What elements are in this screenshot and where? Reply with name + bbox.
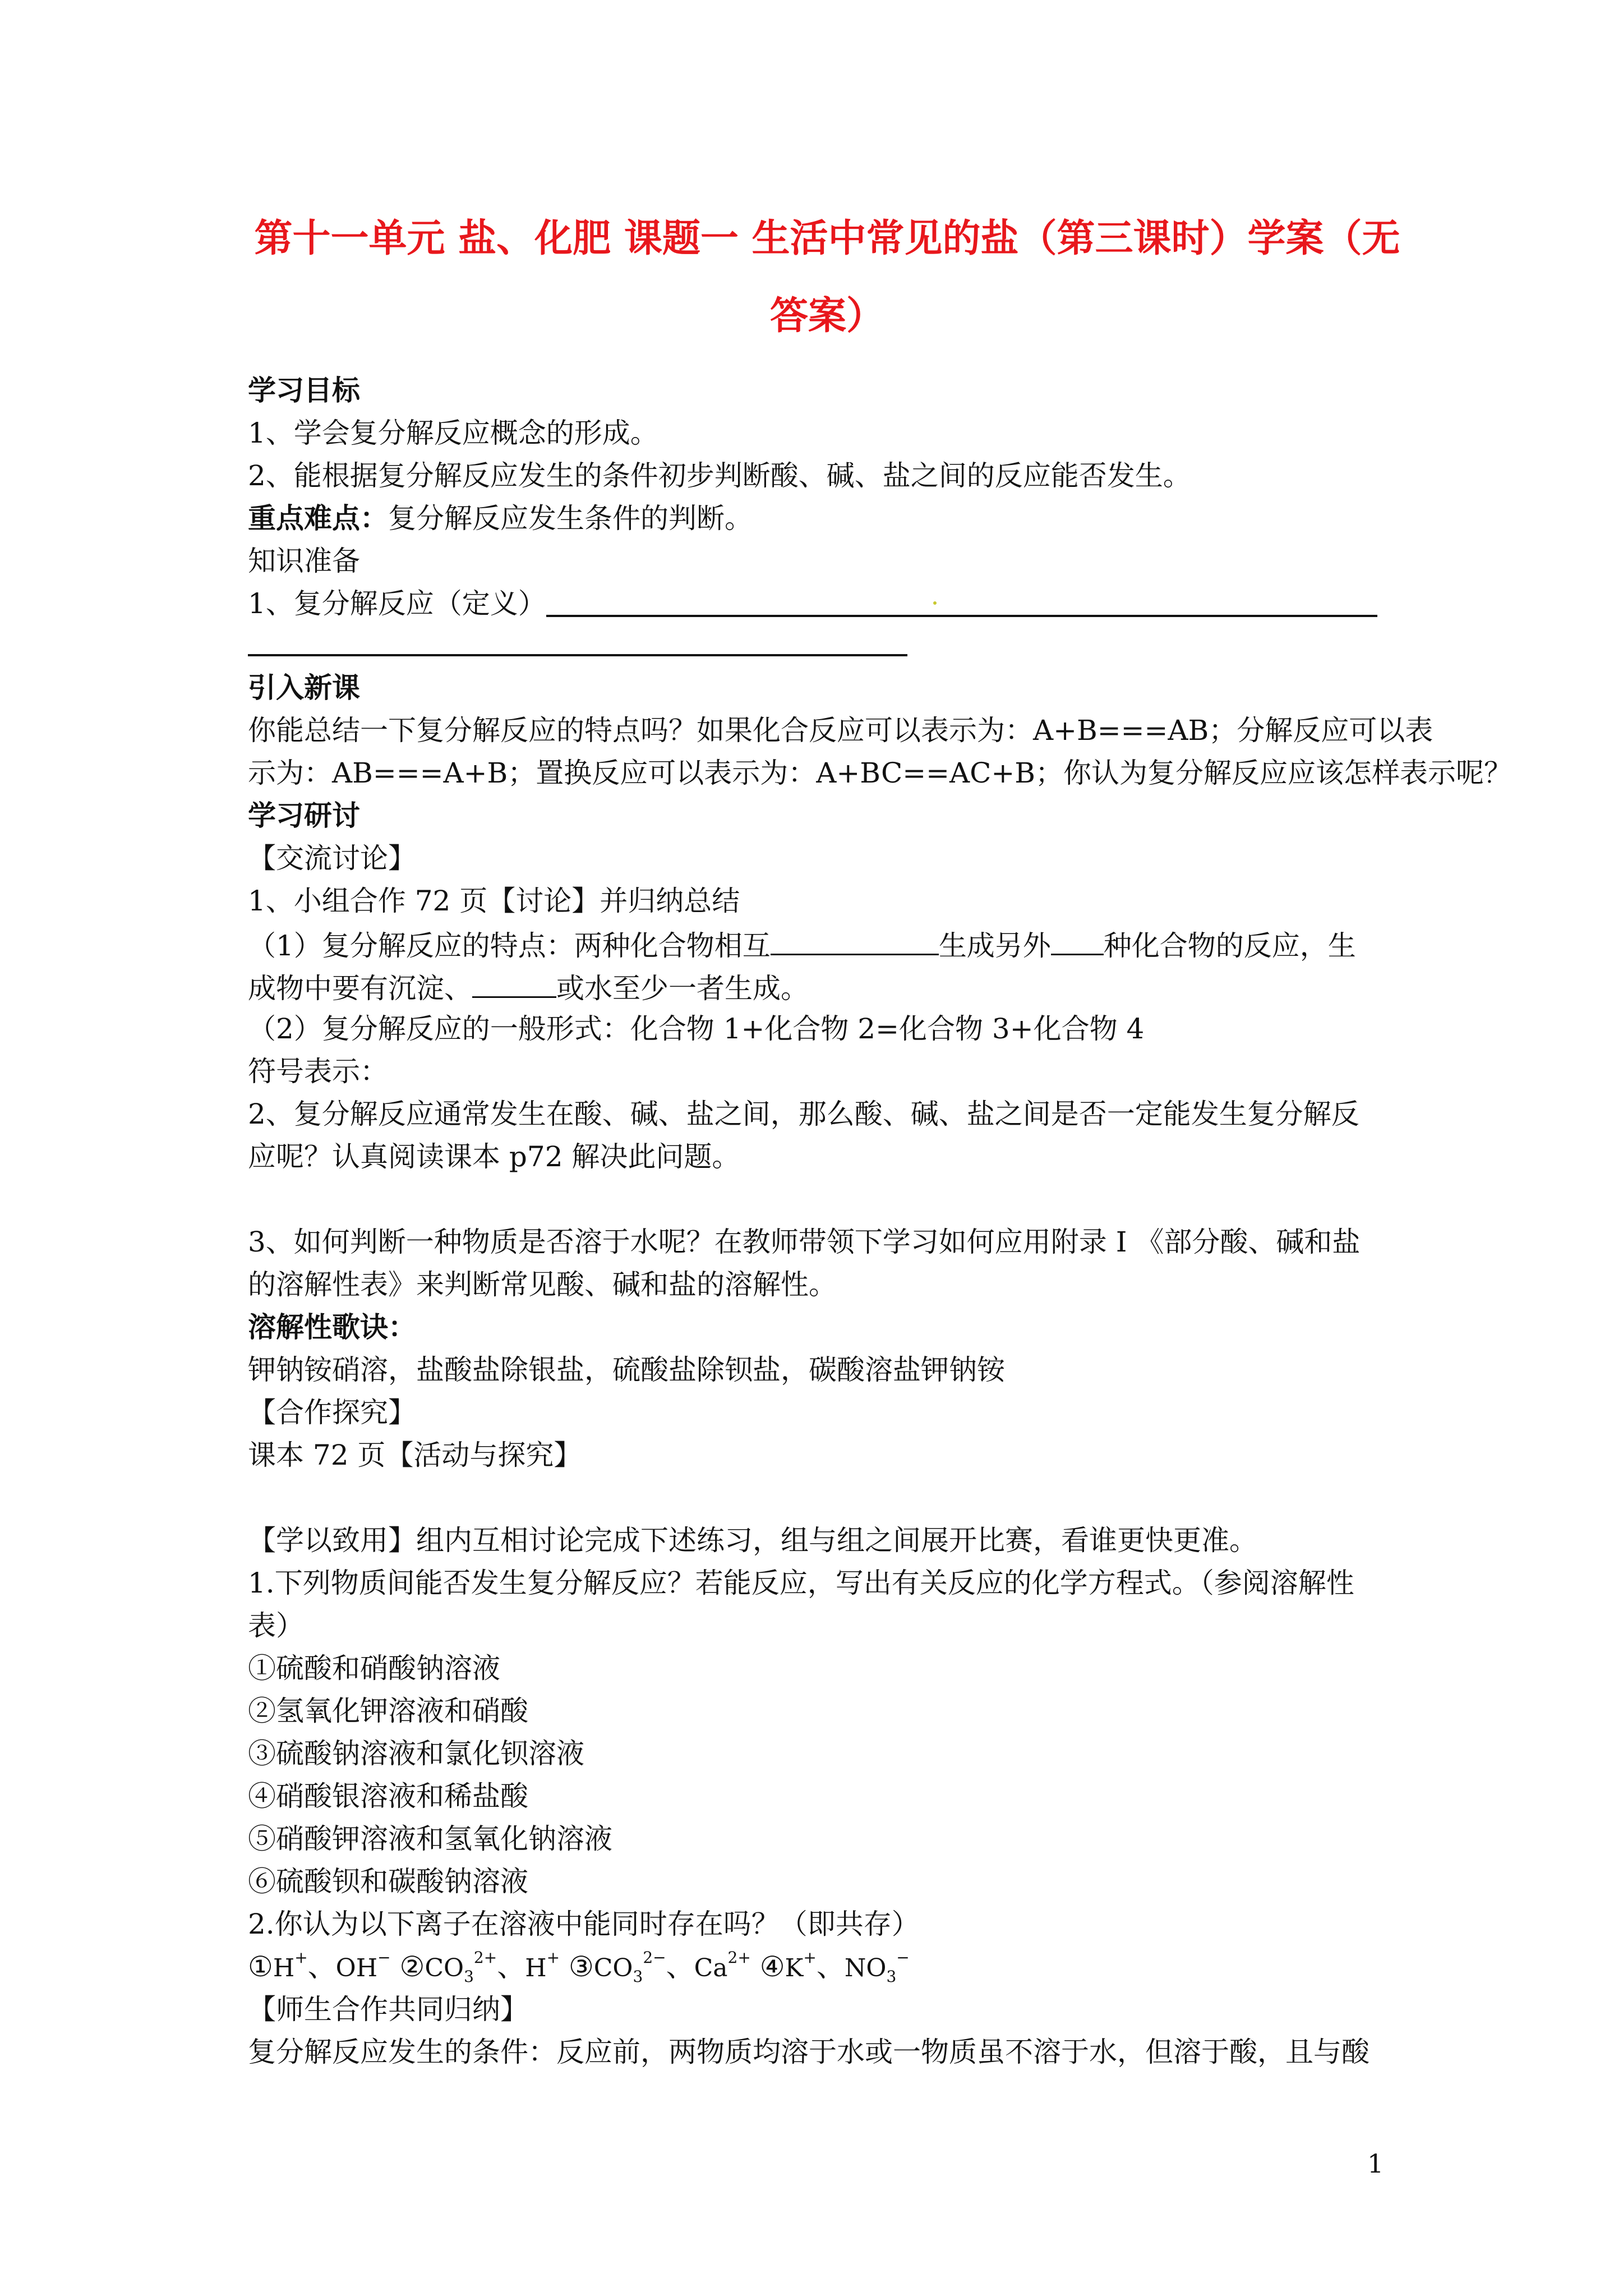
- ion-symbol: CO: [425, 1954, 464, 1982]
- title-line-1: 第十一单元 盐、化肥 课题一 生活中常见的盐（第三课时）学案（无: [254, 217, 1400, 261]
- general-form: （2）复分解反应的一般形式：化合物 1+化合物 2=化合物 3+化合物 4: [248, 1013, 1145, 1045]
- feature-line-1: [248, 928, 1356, 961]
- ion-symbol: H: [525, 1954, 547, 1982]
- key-points: [248, 503, 753, 534]
- exercise-2: 2.你认为以下离子在溶液中能同时存在吗？（即共存）: [248, 1908, 920, 1940]
- feature-line-2: [248, 970, 809, 1004]
- ion-separator: 、: [497, 1950, 525, 1983]
- key-label: 重点难点：: [248, 502, 388, 535]
- blank-react: [771, 928, 939, 955]
- study-heading: 学习研讨: [248, 799, 360, 832]
- coop-heading: 【合作探究】: [248, 1396, 416, 1429]
- feature-text-d: 成物中要有沉淀、: [248, 972, 472, 1005]
- goals-heading: 学习目标: [248, 374, 360, 407]
- goal-2: 2、能根据复分解反应发生的条件初步判断酸、碱、盐之间的反应能否发生。: [248, 459, 1191, 492]
- goal-1: 1、学会复分解反应概念的形成。: [248, 417, 658, 449]
- feature-text-a: （1）复分解反应的特点：两种化合物相互: [248, 930, 771, 962]
- key-text: 复分解反应发生条件的判断。: [388, 502, 753, 535]
- ion-separator: 、: [816, 1950, 845, 1983]
- ion-subscript: 3: [886, 1967, 897, 1986]
- ion-charge: −: [896, 1948, 910, 1967]
- prep-1: 1、复分解反应（定义）: [248, 587, 546, 620]
- discuss-item-1: 1、小组合作 72 页【讨论】并归纳总结: [248, 885, 740, 917]
- intro-paragraph-line-2: 示为：AB===A+B；置换反应可以表示为：A+BC==AC+B；你认为复分解反应应该怎样表示呢？: [248, 757, 1513, 789]
- rhyme-heading: 溶解性歌诀：: [248, 1311, 416, 1343]
- ion-symbol: OH: [335, 1954, 378, 1982]
- ion-subscript: 3: [633, 1967, 643, 1986]
- apply-instruction: 【学以致用】组内互相讨论完成下述练习，组与组之间展开比赛，看谁更快更准。: [248, 1524, 1257, 1557]
- feature-text-b: 生成另外: [938, 930, 1051, 962]
- ion-pair-number: ④: [759, 1950, 785, 1983]
- ion-charge: 2+: [727, 1948, 751, 1967]
- page-number: 1: [1367, 2148, 1384, 2179]
- ion-pair-number: ③: [568, 1950, 594, 1983]
- blank-gas: [472, 970, 556, 998]
- ion-pair-number: ①: [248, 1950, 273, 1983]
- symbol-label: 符号表示：: [248, 1055, 388, 1088]
- question-2-line-2: 应呢？认真阅读课本 p72 解决此问题。: [248, 1140, 740, 1173]
- exercise-1-line-2: 表）: [248, 1609, 304, 1642]
- speck-mark: [933, 601, 937, 605]
- rhyme-text: 钾钠铵硝溶，盐酸盐除银盐，硫酸盐除钡盐，碳酸溶盐钾钠铵: [248, 1354, 1005, 1386]
- exercise-1-item: ⑥硫酸钡和碳酸钠溶液: [248, 1865, 528, 1898]
- summary-heading: 【师生合作共同归纳】: [248, 1993, 528, 2026]
- intro-paragraph-line-1: 你能总结一下复分解反应的特点吗？如果化合反应可以表示为：A+B===AB；分解反应可以表: [248, 714, 1433, 747]
- ion-charge: +: [294, 1948, 308, 1967]
- coop-text: 课本 72 页【活动与探究】: [248, 1439, 582, 1471]
- definition-answer-line-1: [546, 615, 1377, 617]
- ion-pairs: [248, 1948, 910, 1986]
- ion-symbol: H: [273, 1954, 295, 1982]
- ion-symbol: CO: [593, 1954, 633, 1982]
- exercise-1-item: ④硝酸银溶液和稀盐酸: [248, 1780, 528, 1812]
- intro-heading: 引入新课: [248, 671, 360, 704]
- exercise-1-item: ③硫酸钠溶液和氯化钡溶液: [248, 1737, 584, 1770]
- ion-charge: 2+: [473, 1948, 497, 1967]
- definition-answer-line-2: [248, 654, 907, 656]
- question-3-line-1: 3、如何判断一种物质是否溶于水呢？在教师带领下学习如何应用附录 I 《部分酸、碱和盐: [248, 1226, 1361, 1258]
- discuss-heading: 【交流讨论】: [248, 842, 416, 875]
- ion-charge: 2−: [643, 1948, 666, 1967]
- prep-heading: 知识准备: [248, 545, 360, 577]
- exercise-1-line-1: 1.下列物质间能否发生复分解反应？若能反应，写出有关反应的化学方程式。（参阅溶解性: [248, 1567, 1354, 1599]
- exercise-1-item: ②氢氧化钾溶液和硝酸: [248, 1695, 528, 1727]
- title-line-2: 答案）: [769, 294, 884, 338]
- ion-charge: −: [377, 1948, 391, 1967]
- ion-symbol: Ca: [694, 1954, 728, 1982]
- ion-subscript: 3: [464, 1967, 474, 1986]
- exercise-1-item: ①硫酸和硝酸钠溶液: [248, 1652, 500, 1685]
- exercise-1-item: ⑤硝酸钾溶液和氢氧化钠溶液: [248, 1823, 612, 1855]
- ion-pair-number: ②: [399, 1950, 425, 1983]
- summary-text: 复分解反应发生的条件：反应前，两物质均溶于水或一物质虽不溶于水，但溶于酸，且与酸: [248, 2036, 1370, 2068]
- question-3-line-2: 的溶解性表》来判断常见酸、碱和盐的溶解性。: [248, 1268, 837, 1301]
- feature-text-e: 或水至少一者生成。: [556, 972, 809, 1005]
- ion-symbol: NO: [844, 1954, 887, 1982]
- question-2-line-1: 2、复分解反应通常发生在酸、碱、盐之间，那么酸、碱、盐之间是否一定能发生复分解反: [248, 1098, 1359, 1130]
- ion-charge: +: [803, 1948, 817, 1967]
- blank-count: [1051, 928, 1104, 955]
- ion-symbol: K: [785, 1954, 804, 1982]
- ion-charge: +: [546, 1948, 560, 1967]
- ion-separator: 、: [307, 1950, 336, 1983]
- feature-text-c: 种化合物的反应，生: [1103, 930, 1356, 962]
- ion-separator: 、: [666, 1950, 694, 1983]
